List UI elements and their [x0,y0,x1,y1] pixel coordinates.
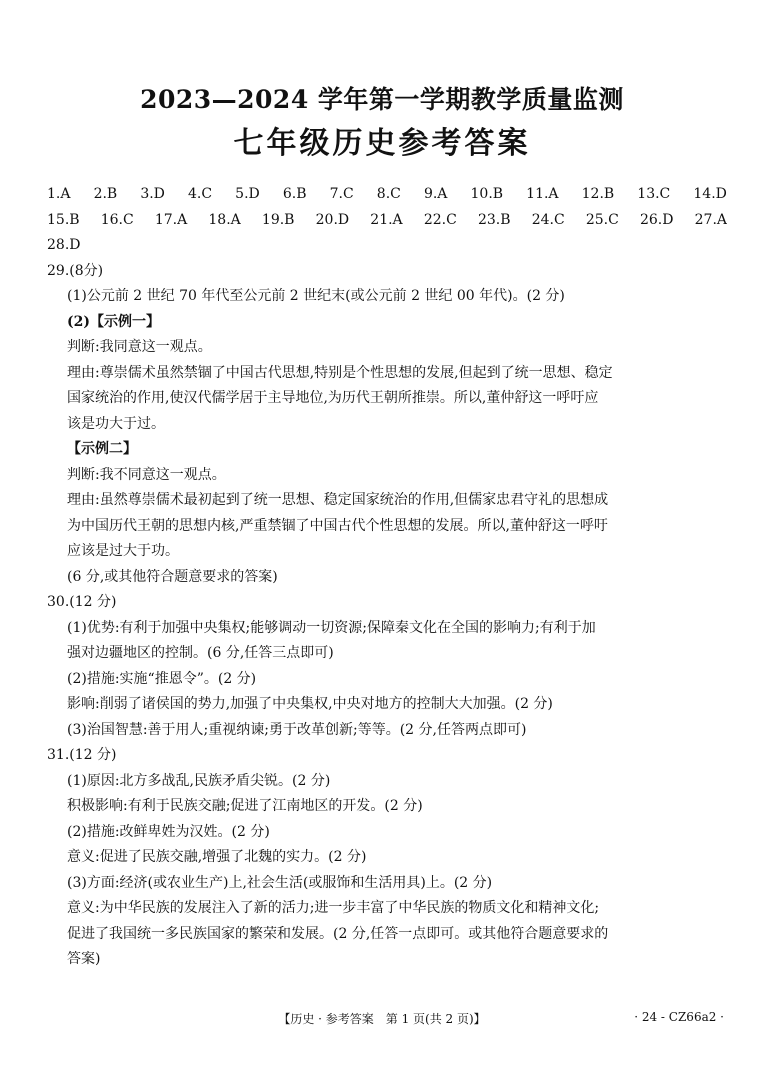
mcq-row-1 [47,182,727,208]
q31-part3-meaning: 促进了我国统一多民族国家的繁荣和发展。(2 分,任答一点即可。或其他符合题意要求的 [67,925,609,942]
q30-heading: 30.(12 分) [47,594,117,610]
mcq-answer: 26.D [639,211,674,228]
mcq-answer: 25.C [585,211,619,228]
page-subtitle: 七年级历史参考答案 [233,126,531,161]
q31-part2-meaning: 意义:促进了民族交融,增强了北魏的实力。(2 分) [67,849,367,865]
mcq-answer: 22.C [423,211,457,228]
q30-part2-effect: 影响:削弱了诸侯国的势力,加强了中央集权,中央对地方的控制大大加强。(2 分) [67,696,553,712]
q31-part3-meaning: 答案) [67,951,101,967]
page-title: 2023—2024 学年第一学期教学质量监测 [140,85,624,114]
mcq-answer: 17.A [154,211,188,228]
q31-part1: (1)原因:北方多战乱,民族矛盾尖锐。(2 分) [67,772,331,789]
mcq-answer: 21.A [370,211,403,228]
mcq-answer: 20.D [315,211,350,228]
mcq-answer: 28.D [47,237,81,253]
q31-heading: 31.(12 分) [47,747,117,763]
q30-part3: (3)治国智慧:善于用人;重视纳谏;勇于改革创新;等等。(2 分,任答两点即可) [67,721,527,738]
mcq-answer: 13.C [637,186,671,202]
mcq-answer: 18.A [208,211,241,228]
mcq-row-3 [47,233,727,259]
q29-scoring-note: (6 分,或其他符合题意要求的答案) [67,568,278,585]
q29-example2-label: 【示例二】 [67,441,137,457]
mcq-answer: 16.C [100,211,134,228]
mcq-answer: 7.C [329,186,354,202]
mcq-answer: 15.B [47,211,80,228]
mcq-answer: 5.D [235,186,260,202]
footer-code: · 24 - CZ66a2 · [634,1010,724,1024]
q30-part1: (1)优势:有利于加强中央集权;能够调动一切资源;保障秦文化在全国的影响力;有利于加 [67,619,596,636]
q29-example1-judgement: 判断:我同意这一观点。 [67,339,212,355]
mcq-answer: 6.B [282,186,307,202]
mcq-answer: 10.B [470,186,504,202]
q31-part2: (2)措施:改鲜卑姓为汉姓。(2 分) [67,823,270,840]
q29-example2-reason: 应该是过大于功。 [67,543,179,559]
q31-part1-effect: 积极影响:有利于民族交融;促进了江南地区的开发。(2 分) [67,798,423,814]
mcq-answer: 11.A [526,186,559,202]
mcq-answer: 23.B [477,211,511,228]
mcq-answer: 24.C [531,211,565,228]
answer-body [47,182,727,973]
mcq-answer: 19.B [261,211,295,228]
footer-page-info: 【历史 · 参考答案 第 1 页(共 2 页)】 [278,1012,486,1026]
q29-example2-reason: 为中国历代王朝的思想内核,严重禁锢了中国古代个性思想的发展。所以,董仲舒这一呼吁 [67,517,608,534]
q29-example2-judgement: 判断:我不同意这一观点。 [67,466,226,483]
q31-part3: (3)方面:经济(或农业生产)上,社会生活(或服饰和生活用具)上。(2 分) [67,874,493,891]
mcq-answer: 2.B [93,186,118,202]
mcq-answer: 3.D [140,186,165,202]
mcq-answer: 9.A [423,186,448,202]
mcq-row-2 [47,208,727,234]
mcq-answer: 1.A [47,186,71,202]
mcq-answer: 8.C [376,186,401,202]
q29-example2-reason: 理由:虽然尊崇儒术最初起到了统一思想、稳定国家统治的作用,但儒家忠君守礼的思想成 [67,492,609,508]
q29-part1: (1)公元前 2 世纪 70 年代至公元前 2 世纪末(或公元前 2 世纪 00 年代)。(2 分) [67,288,565,304]
q31-part3-meaning: 意义:为中华民族的发展注入了新的活力;进一步丰富了中华民族的物质文化和精神文化; [67,900,600,916]
mcq-answer: 4.C [188,186,213,202]
q29-example1-reason: 理由:尊崇儒术虽然禁锢了中国古代思想,特别是个性思想的发展,但起到了统一思想、稳定 [67,364,613,381]
q29-example1-reason: 国家统治的作用,使汉代儒学居于主导地位,为历代王朝所推崇。所以,董仲舒这一呼吁应 [67,390,599,406]
mcq-answer: 27.A [694,211,727,228]
q29-example1-reason: 该是功大于过。 [67,415,165,432]
q30-part1: 强对边疆地区的控制。(6 分,任答三点即可) [67,645,334,661]
q29-example1-label: (2)【示例一】 [67,313,160,330]
q30-part2: (2)措施:实施“推恩令”。(2 分) [67,670,257,687]
mcq-answer: 12.B [581,186,615,202]
q29-heading: 29.(8分) [47,262,104,279]
mcq-answer: 14.D [693,186,727,202]
